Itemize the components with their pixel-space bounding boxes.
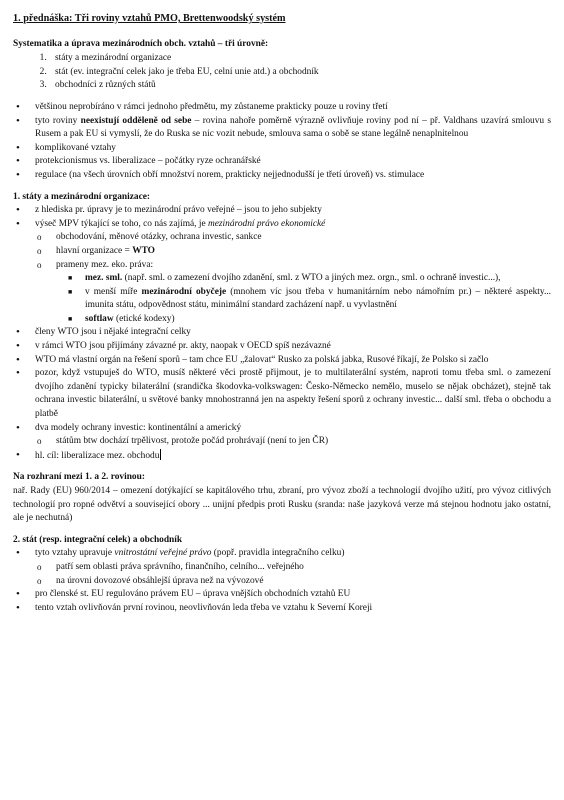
bullet-item: • výseč MPV týkající se toho, co nás zajímá, je mezinárodní právo ekonomické o obchodování, měnové otázky, ochrana investic, sankce o hlavní organizace = WTO o prameny mez. eko. práva: ■ mez. sml. (např. sml. o zamezení dvojího zdanění, sml. z WTO a jiných mez. orgn., sml. o ochraně investic...), ■ v menší míře mezinárodní obyčeje (mnohem víc jsou třeba v humanitárním nebo námořním pr.) – některé aspekty... imunita státu, odpovědnost státu, minimální standard zacházení např. u vyvlastnění ■ softlaw (etické kodexy)	[13, 218, 551, 327]
bullet-item: • regulace (na všech úrovních obří množství norem, prakticky nejjednodušší je třetí úroveň) vs. stimulace	[13, 169, 551, 183]
section-heading-systematika: Systematika a úprava mezinárodních obch. vztahů – tři úrovně:	[13, 38, 269, 49]
sub-item: o hlavní organizace = WTO	[13, 245, 551, 259]
bullet-item: • komplikované vztahy	[13, 142, 551, 156]
section-heading-rozhrani: Na rozhraní mezi 1. a 2. rovinou:	[13, 472, 145, 483]
bullet-item: • protekcionismus vs. liberalizace – počátky ryze ochranářské	[13, 155, 551, 169]
bullet-item: • tyto vztahy upravuje vnitrostátní veřejné právo (popř. pravidla integračního celku) o patří sem oblasti práva správního, finančního, celního... veřejného o na úrovni dovozové obsáhlejší úprava než na vývozové	[13, 547, 551, 588]
stat-obchodnik-bullets	[13, 547, 551, 615]
levels-list	[13, 52, 551, 93]
systematika-bullets	[13, 101, 551, 183]
bullet-item: • většinou neprobíráno v rámci jednoho předmětu, my zůstaneme prakticky pouze u roviny třetí	[13, 101, 551, 115]
level-item: 3. obchodníci z různých států	[49, 79, 551, 93]
bullet-item: • tyto roviny neexistují odděleně od sebe – rovina nahoře poměrně výrazně ovlivňuje roviny pod ní – př. Valdhans uzavírá smlouvu s Rusem a pak EU si vymyslí, že do Ruska se nic vozit nebude, smlouva sama o sobě se stane legálně nenaplnitelnou	[13, 115, 551, 142]
bullet-item: • tento vztah ovlivňován první rovinou, neovlivňován leda třeba ve vztahu k Severní Koreji	[13, 602, 551, 616]
sub-item: o na úrovni dovozové obsáhlejší úprava než na vývozové	[13, 575, 551, 589]
sub-list	[13, 435, 551, 449]
source-item: ■ softlaw (etické kodexy)	[13, 313, 551, 327]
sub-item: o patří sem oblasti práva správního, finančního, celního... veřejného	[13, 561, 551, 575]
sub-list	[13, 231, 551, 326]
level-item: 2. stát (ev. integrační celek jako je třeba EU, celní unie atd.) a obchodník	[49, 66, 551, 80]
sub-item: o obchodování, měnové otázky, ochrana investic, sankce	[13, 231, 551, 245]
section-heading-stat-obchodnik: 2. stát (resp. integrační celek) a obchodník	[13, 534, 183, 545]
sub-list	[13, 561, 551, 588]
text-cursor	[160, 449, 161, 460]
section-heading-staty: 1. státy a mezinárodní organizace:	[13, 191, 151, 202]
bullet-item: • v rámci WTO jsou přijímány závazné pr. akty, naopak v OECD spíš nezávazné	[13, 340, 551, 354]
sources-list	[13, 272, 551, 326]
bullet-item: • pozor, když vstupuješ do WTO, musíš některé věci prostě přijmout, je to multilaterální systém, naproti tomu třeba sml. o zamezení dvojího zdanění typicky bilaterální (srandička škodovka-volkswagen: Česko-Německo nemělo, muselo se nějak obcházet), stejně tak ochrana investic bilaterální, u světové banky mnohostranná jen na aspekty řešení sporů z ochrany investic... další sml. třeba o obchodu a platbě	[13, 367, 551, 421]
bullet-item: • členy WTO jsou i nějaké integrační celky	[13, 326, 551, 340]
document-title: 1. přednáška: Tři roviny vztahů PMO, Brettenwoodský systém	[13, 13, 286, 24]
bullet-item: • dva modely ochrany investic: kontinentální a americký o státům btw dochází trpělivost, protože počád prohrávají (není to jen ČR)	[13, 422, 551, 449]
sub-item: o prameny mez. eko. práva: ■ mez. sml. (např. sml. o zamezení dvojího zdanění, sml. z WTO a jiných mez. orgn., sml. o ochraně investic...), ■ v menší míře mezinárodní obyčeje (mnohem víc jsou třeba v humanitárním nebo námořním pr.) – některé aspekty... imunita státu, odpovědnost státu, minimální standard zacházení např. u vyvlastnění ■ softlaw (etické kodexy)	[13, 259, 551, 327]
bullet-item: • pro členské st. EU regulováno právem EU – úprava vnějších obchodních vztahů EU	[13, 588, 551, 602]
source-item: ■ v menší míře mezinárodní obyčeje (mnohem víc jsou třeba v humanitárním nebo námořním pr.) – některé aspekty... imunita státu, odpovědnost státu, minimální standard zacházení např. u vyvlastnění	[13, 286, 551, 313]
bullet-item: • hl. cíl: liberalizace mez. obchodu	[13, 449, 551, 464]
staty-bullets	[13, 204, 551, 463]
rozhrani-paragraph: nař. Rady (EU) 960/2014 – omezení dotýkající se kapitálového trhu, zbraní, pro vývoz zboží a technologií dvojího užití, pro vývoz citlivých technologií pro ropné odvětví a související obory ... unijní předpis proti Rusku (sranda: naše jazyková verze má stejnou hodnotu jako ostatní, ale je nechutná)	[13, 486, 551, 524]
bullet-item: • z hlediska pr. úpravy je to mezinárodní právo veřejné – jsou to jeho subjekty	[13, 204, 551, 218]
level-item: 1. státy a mezinárodní organizace	[49, 52, 551, 66]
sub-item: o státům btw dochází trpělivost, protože počád prohrávají (není to jen ČR)	[13, 435, 551, 449]
bullet-item: • WTO má vlastní orgán na řešení sporů – tam chce EU „žalovat“ Rusko za polská jabka, Rusové říkají, že Polsko si začlo	[13, 354, 551, 368]
source-item: ■ mez. sml. (např. sml. o zamezení dvojího zdanění, sml. z WTO a jiných mez. orgn., sml. o ochraně investic...),	[13, 272, 551, 286]
